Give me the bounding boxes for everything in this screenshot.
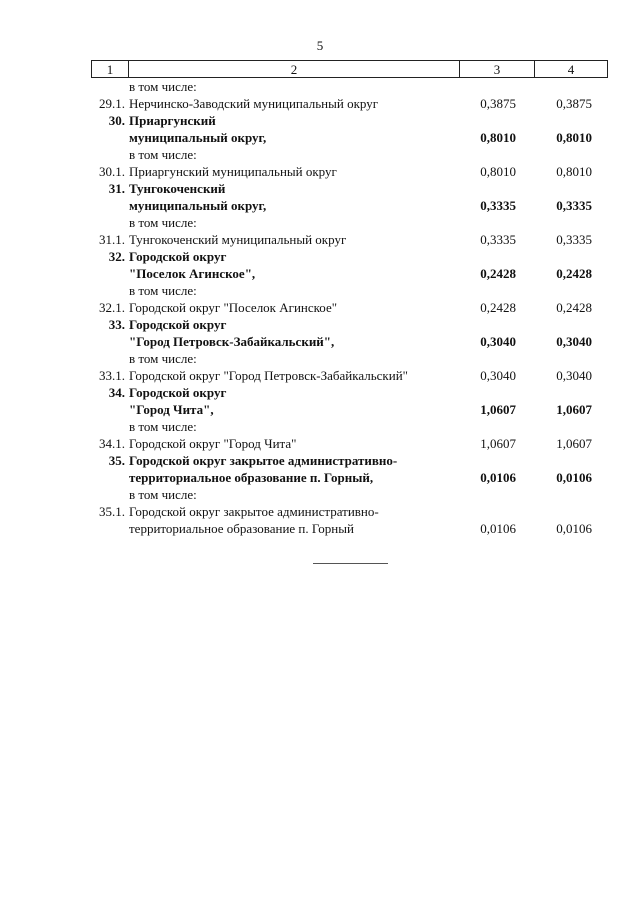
table-row [0,197,640,214]
row-name: Городской округ "Город Петровск-Забайкальский" [129,368,408,383]
row-name: территориальное образование п. Горный, [129,470,374,485]
row-name: Городской округ [129,385,227,400]
row-number: 34.1. [99,436,125,451]
row-value-col4: 0,8010 [556,130,592,145]
table-row [0,452,640,469]
row-name: Городской округ закрытое административно- [129,504,379,519]
row-name: Приаргунский муниципальный округ [129,164,337,179]
table-row [0,231,640,248]
row-name: в том числе: [129,351,197,366]
table-row [0,350,640,367]
row-value-col3: 0,2428 [480,266,516,281]
column-header-table [91,60,608,78]
row-value-col4: 0,0106 [556,521,592,536]
row-number: 31. [108,181,125,196]
table-row [0,214,640,231]
row-name: Городской округ [129,317,227,332]
page-number: 5 [316,38,324,53]
column-header-1: 1 [92,61,129,78]
table-row [0,333,640,350]
row-number: 30.1. [99,164,125,179]
row-name: в том числе: [129,215,197,230]
row-name: Нерчинско-Заводский муниципальный округ [129,96,379,111]
row-number: 33. [108,317,125,332]
table-row [0,129,640,146]
table-row [0,503,640,520]
row-name: в том числе: [129,419,197,434]
table-row [0,95,640,112]
row-name: территориальное образование п. Горный [129,521,354,536]
row-value-col3: 1,0607 [480,402,516,417]
table-row [0,520,640,537]
row-name: в том числе: [129,283,197,298]
row-value-col4: 0,2428 [556,300,592,315]
row-value-col4: 1,0607 [556,402,592,417]
table-row [0,112,640,129]
row-value-col3: 0,3875 [480,96,516,111]
column-header-3: 3 [460,61,535,78]
row-name: "Город Чита", [129,402,214,417]
row-value-col4: 0,2428 [556,266,592,281]
table-row [0,469,640,486]
table-row [0,299,640,316]
row-name: "Поселок Агинское", [129,266,256,281]
column-header-2: 2 [129,61,460,78]
column-header-4: 4 [535,61,608,78]
row-value-col4: 0,0106 [556,470,592,485]
row-value-col4: 0,3040 [556,368,592,383]
row-name: Тунгокоченский [129,181,226,196]
row-name: "Город Петровск-Забайкальский", [129,334,335,349]
row-value-col4: 0,3335 [556,232,592,247]
table-row [0,265,640,282]
row-name: муниципальный округ, [129,198,267,213]
row-number: 30. [108,113,125,128]
row-name: в том числе: [129,487,197,502]
row-name: Городской округ "Поселок Агинское" [129,300,338,315]
row-value-col4: 0,3040 [556,334,592,349]
row-name: Городской округ [129,249,227,264]
row-number: 29.1. [99,96,125,111]
row-number: 35. [108,453,125,468]
row-value-col3: 1,0607 [480,436,516,451]
row-value-col4: 0,8010 [556,164,592,179]
table-row [0,282,640,299]
row-value-col4: 0,3875 [556,96,592,111]
row-number: 31.1. [99,232,125,247]
table-body [0,78,640,537]
table-row [0,384,640,401]
row-value-col3: 0,8010 [480,130,516,145]
row-value-col3: 0,8010 [480,164,516,179]
table-row [0,418,640,435]
row-number: 32.1. [99,300,125,315]
row-name: Приаргунский [129,113,216,128]
table-row [0,248,640,265]
table-row [0,486,640,503]
row-name: в том числе: [129,147,197,162]
table-row [0,435,640,452]
row-value-col3: 0,3335 [480,198,516,213]
row-name: Городской округ закрытое административно- [129,453,398,468]
row-value-col3: 0,0106 [480,470,516,485]
row-value-col3: 0,3335 [480,232,516,247]
table-row [0,78,640,95]
row-name: муниципальный округ, [129,130,267,145]
row-value-col3: 0,3040 [480,334,516,349]
end-separator-line [313,563,388,564]
row-value-col4: 1,0607 [556,436,592,451]
row-number: 32. [108,249,125,264]
row-name: Городской округ "Город Чита" [129,436,297,451]
row-value-col4: 0,3335 [556,198,592,213]
table-row [0,146,640,163]
row-value-col3: 0,2428 [480,300,516,315]
table-row [0,316,640,333]
row-value-col3: 0,3040 [480,368,516,383]
table-row [0,163,640,180]
row-name: Тунгокоченский муниципальный округ [129,232,347,247]
table-row [0,367,640,384]
row-value-col3: 0,0106 [480,521,516,536]
row-name: в том числе: [129,79,197,94]
row-number: 35.1. [99,504,125,519]
table-row [0,180,640,197]
table-row [0,401,640,418]
row-number: 34. [108,385,125,400]
row-number: 33.1. [99,368,125,383]
